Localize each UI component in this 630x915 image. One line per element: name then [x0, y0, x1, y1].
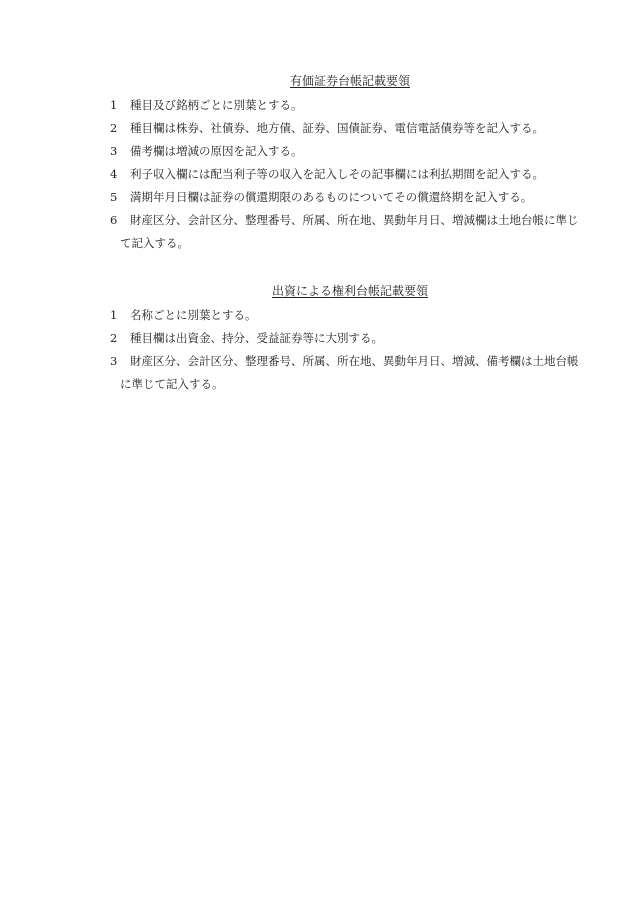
list-item: [110, 94, 580, 117]
item-number: 4: [110, 167, 118, 181]
list-item: [110, 209, 580, 255]
item-text: 備考欄は増減の原因を記入する。: [130, 144, 303, 158]
item-number: 3: [110, 144, 118, 158]
item-number: 6: [110, 213, 118, 227]
item-number: 1: [110, 308, 118, 322]
item-number: 2: [110, 331, 118, 345]
list-item: [110, 163, 580, 186]
item-number: 2: [110, 121, 118, 135]
item-text: 利子収入欄には配当利子等の収入を記入しその記事欄には利払期間を記入する。: [130, 167, 544, 181]
list-item: [110, 140, 580, 163]
section-title: 有価証券台帳記載要領: [289, 74, 410, 88]
item-text: 財産区分、会計区分、整理番号、所属、所在地、異動年月日、増減、備考欄は土地台帳に準じて記入する。: [120, 354, 579, 391]
item-text: 種目及び銘柄ごとに別葉とする。: [130, 98, 303, 112]
section-title: 出資による権利台帳記載要領: [271, 284, 428, 298]
securities-ledger-section: [110, 72, 580, 255]
item-text: 種目欄は株券、社債券、地方債、証券、国債証券、電信電話債券等を記入する。: [130, 121, 544, 135]
list-item: [110, 186, 580, 209]
list-item: [110, 304, 580, 327]
item-number: 3: [110, 354, 118, 368]
item-text: 満期年月日欄は証券の償還期限のあるものについてその償還終期を記入する。: [130, 190, 533, 204]
item-text: 財産区分、会計区分、整理番号、所属、所在地、異動年月日、増減欄は土地台帳に準じて記入する。: [120, 213, 579, 250]
investment-rights-ledger-section: [110, 282, 580, 396]
item-number: 5: [110, 190, 118, 204]
list-item: [110, 350, 580, 396]
item-text: 種目欄は出資金、持分、受益証券等に大別する。: [130, 331, 383, 345]
item-number: 1: [110, 98, 118, 112]
list-item: [110, 117, 580, 140]
list-item: [110, 327, 580, 350]
item-text: 名称ごとに別葉とする。: [130, 308, 257, 322]
